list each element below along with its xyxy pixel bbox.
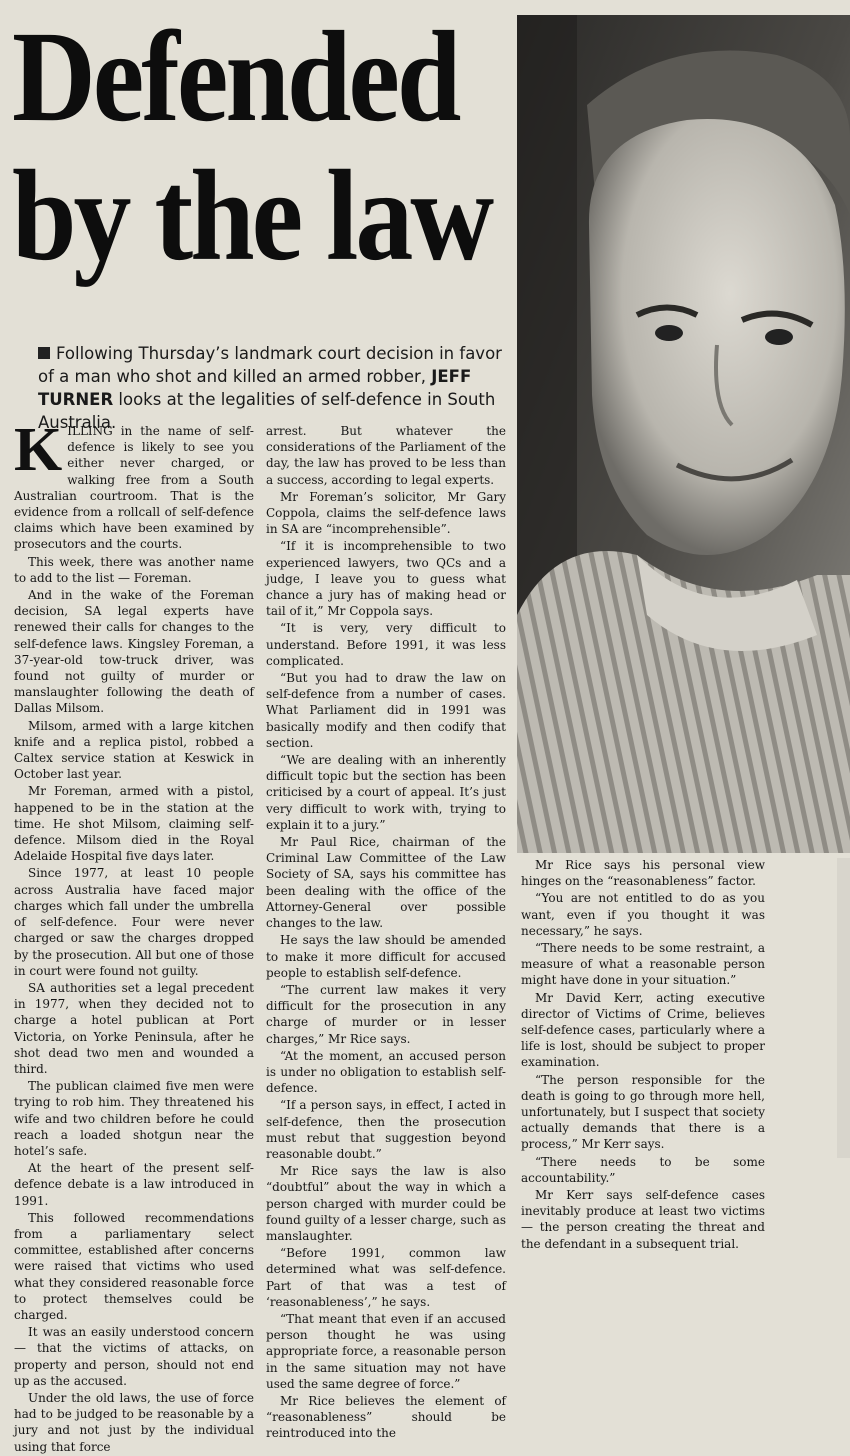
paragraph: Milsom, armed with a large kitchen knife and a replica pistol, robbed a Caltex service station at Keswick in October last year. (14, 718, 254, 782)
paragraph: Mr Foreman’s solicitor, Mr Gary Coppola, claims the self-defence laws in SA are “incomprehensible”. (266, 489, 506, 537)
standfirst-text-end: looks at the legalities of self-defence in South Australia. (38, 390, 496, 432)
paragraph: Since 1977, at least 10 people across Australia have faced major charges which fall under the umbrella of self-defence. Four were never charged or saw the charges dropped by the prosecution. All but one of those in court were found not guilty. (14, 866, 254, 978)
portrait-photo-image (517, 15, 850, 853)
paragraph: It was an easily understood concern — that the victims of attacks, on property and person, should not end up as the accused. (14, 1325, 254, 1388)
paragraph: Mr Rice says the law is also “doubtful” about the way in which a person charged with murder could be found guilty of a lesser charge, such as manslaughter. (266, 1164, 506, 1243)
drop-cap: K (14, 416, 63, 484)
paragraph: Mr Rice says his personal view hinges on the “reasonableness” factor. (521, 858, 765, 889)
paragraph: Mr Paul Rice, chairman of the Criminal Law Committee of the Law Society of SA, says his committee has been dealing with the office of the Attorney-General over possible changes to the law. (266, 835, 506, 931)
paragraph: “There needs to be some accountability.” (521, 1154, 765, 1185)
paragraph: “If a person says, in effect, I acted in self-defence, then the prosecution must rebut that suggestion beyond reasonable doubt.” (266, 1098, 506, 1161)
paragraph: Mr Kerr says self-defence cases inevitably produce at least two victims — the person creating the threat and the defendant in a subsequent trial. (521, 1188, 765, 1251)
paragraph: “The current law makes it very difficult for the prosecution in any charge of murder or in lesser charges,” Mr Rice says. (266, 982, 506, 1046)
paragraph: Mr Rice believes the element of “reasonableness” should be reintroduced into the (266, 1393, 506, 1441)
standfirst-text: Following Thursday’s landmark court decision in favor of a man who shot and killed an armed robber, (38, 344, 502, 386)
article-column-2 (266, 423, 506, 1443)
adjacent-article-edge (837, 858, 850, 1158)
paragraph: This week, there was another name to add to the list — Foreman. (14, 554, 254, 585)
paragraph: “The person responsible for the death is going to go through more hell, unfortunately, but I suspect that society actually demands that there is a process,” Mr Kerr says. (521, 1072, 765, 1152)
headline-line-2: by the law (12, 144, 492, 288)
paragraph: “It is very, very difficult to understand. Before 1991, it was less complicated. (266, 621, 506, 668)
paragraph: This followed recommendations from a parliamentary select committee, established after concerns were raised that victims who used what they considered reasonable force to protect themselves could be charged. (14, 1210, 254, 1322)
paragraph: “You are not entitled to do as you want, even if you thought it was necessary,” he says. (521, 891, 765, 938)
paragraph: Under the old laws, the use of force had to be judged to be reasonable by a jury and not just by the individual using that force (14, 1390, 254, 1454)
paragraph: arrest. But whatever the considerations of the Parliament of the day, the law has proved to be less than a success, according to legal experts. (266, 424, 506, 487)
paragraph: SA authorities set a legal precedent in 1977, when they decided not to charge a hotel publican at Port Victoria, on Yorke Peninsula, after he shot dead two men and wounded a third. (14, 980, 254, 1076)
paragraph: At the heart of the present self-defence debate is a law introduced in 1991. (14, 1161, 254, 1208)
paragraph: “We are dealing with an inherently difficult topic but the section has been criticised by a court of appeal. It’s just very difficult to work with, trying to explain it to a jury.” (266, 753, 506, 832)
headline (12, 5, 517, 288)
portrait-photo (517, 15, 850, 853)
paragraph: “But you had to draw the law on self-defence from a number of cases. What Parliament did in 1991 was basically modify and then codify that section. (266, 671, 506, 750)
article-column-1 (14, 416, 254, 1456)
paragraph: Mr Foreman, armed with a pistol, happened to be in the station at the time. He shot Milsom, claiming self-defence. Milsom died in the Royal Adelaide Hospital five days later. (14, 784, 254, 864)
paragraph: ILLING in the name of self-defence is likely to see you either never charged, or walking free from a South Australian courtroom. That is the evidence from a rollcall of self-defence claims which have been examined by prosecutors and the courts. (14, 424, 254, 552)
paragraph: And in the wake of the Foreman decision, SA legal experts have renewed their calls for changes to the self-defence laws. Kingsley Foreman, a 37-year-old tow-truck driver, was found not guilty of murder or manslaughter following the death of Dallas Milsom. (14, 588, 254, 716)
paragraph: “At the moment, an accused person is under no obligation to establish self-defence. (266, 1048, 506, 1096)
article-column-3 (521, 857, 765, 1253)
paragraph: “Before 1991, common law determined what was self-defence. Part of that was a test of ‘reasonableness’,” he says. (266, 1246, 506, 1309)
byline-author: JEFF TURNER (38, 367, 472, 409)
paragraph: The publican claimed five men were trying to rob him. They threatened his wife and two children before he could reach a loaded shotgun near the hotel’s safe. (14, 1079, 254, 1158)
paragraph: He says the law should be amended to make it more difficult for accused people to establish self-defence. (266, 933, 506, 980)
paragraph: Mr David Kerr, acting executive director of Victims of Crime, believes self-defence cases, particularly where a life is lost, should be subject to proper examination. (521, 990, 765, 1070)
standfirst (38, 342, 508, 434)
paragraph: “That meant that even if an accused person thought he was using appropriate force, a reasonable person in the same situation may not have used the same degree of force.” (266, 1311, 506, 1391)
headline-line-1: Defended (12, 5, 459, 150)
paragraph: “There needs to be some restraint, a measure of what a reasonable person might have done in your situation.” (521, 941, 765, 988)
paragraph: “If it is incomprehensible to two experienced lawyers, two QCs and a judge, I leave you to guess what chance a jury has of making head or tail of it,” Mr Coppola says. (266, 539, 506, 619)
square-bullet-icon (38, 347, 50, 359)
